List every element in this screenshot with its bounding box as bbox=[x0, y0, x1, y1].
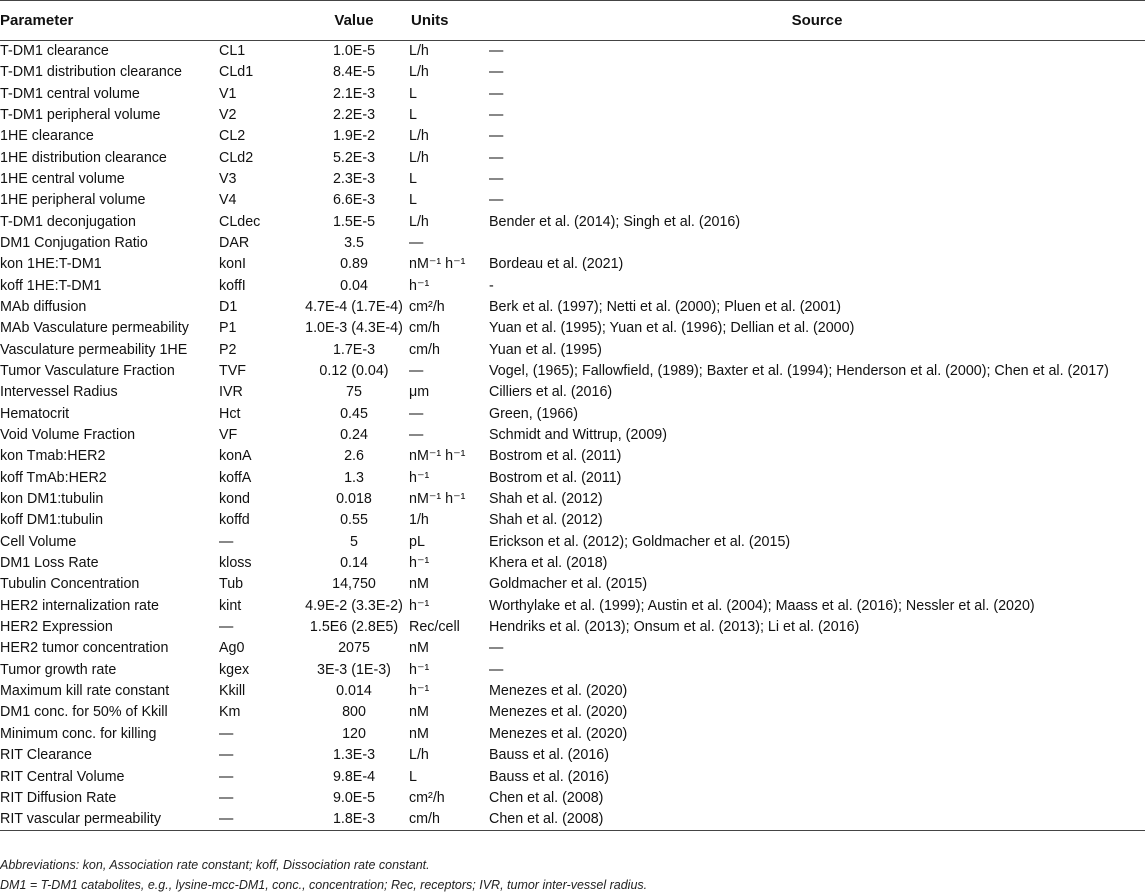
cell-parameter: koff TmAb:HER2 bbox=[0, 469, 107, 486]
cell-value: 0.55 bbox=[340, 512, 368, 529]
cell-source: Erickson et al. (2012); Goldmacher et al. (2015) bbox=[489, 533, 791, 550]
cell-value: 1.8E-3 bbox=[299, 809, 409, 831]
cell-value: 5 bbox=[350, 533, 358, 550]
table-header-row bbox=[0, 1, 1145, 41]
cell-units: cm/h bbox=[409, 320, 440, 337]
cell-value: 4.7E-4 (1.7E-4) bbox=[305, 298, 403, 315]
cell-symbol: — bbox=[219, 533, 234, 550]
cell-symbol: V4 bbox=[219, 192, 237, 209]
cell-value: 3.5 bbox=[344, 234, 364, 251]
cell-symbol: kloss bbox=[219, 555, 252, 572]
cell-parameter: kon Tmab:HER2 bbox=[0, 448, 106, 465]
cell-value: 0.45 bbox=[340, 405, 368, 422]
cell-parameter: HER2 tumor concentration bbox=[0, 640, 169, 657]
cell-parameter: T-DM1 deconjugation bbox=[0, 213, 136, 230]
cell-symbol: V3 bbox=[219, 170, 237, 187]
cell-source: Schmidt and Wittrup, (2009) bbox=[489, 427, 667, 444]
cell-value: 800 bbox=[342, 704, 366, 721]
cell-source: Chen et al. (2008) bbox=[489, 809, 1145, 831]
table-row bbox=[0, 596, 1145, 617]
table-row bbox=[0, 788, 1145, 809]
cell-units: nM bbox=[409, 725, 429, 742]
cell-parameter: DM1 Loss Rate bbox=[0, 555, 99, 572]
cell-value: 2.2E-3 bbox=[332, 106, 376, 123]
cell-units: cm/h bbox=[409, 341, 440, 358]
cell-parameter: Vasculature permeability 1HE bbox=[0, 341, 188, 358]
cell-value: 1.9E-2 bbox=[332, 128, 376, 145]
cell-symbol: — bbox=[219, 768, 234, 785]
cell-units: L/h bbox=[409, 149, 429, 166]
table-row bbox=[0, 468, 1145, 489]
cell-symbol: P1 bbox=[219, 320, 237, 337]
cell-parameter: Tumor Vasculature Fraction bbox=[0, 362, 175, 379]
cell-symbol: konA bbox=[219, 448, 252, 465]
cell-parameter: RIT vascular permeability bbox=[0, 809, 219, 831]
cell-value: 0.24 bbox=[340, 427, 368, 444]
cell-units: cm/h bbox=[409, 809, 489, 831]
cell-symbol: koffA bbox=[219, 469, 252, 486]
cell-parameter: MAb Vasculature permeability bbox=[0, 320, 189, 337]
cell-value: 5.2E-3 bbox=[332, 149, 376, 166]
cell-value: 6.6E-3 bbox=[332, 192, 376, 209]
cell-units: nM bbox=[409, 704, 429, 721]
cell-units: — bbox=[409, 362, 424, 379]
cell-units: — bbox=[409, 405, 424, 422]
cell-source: Berk et al. (1997); Netti et al. (2000); Pluen et al. (2001) bbox=[489, 298, 842, 315]
cell-parameter: DM1 Conjugation Ratio bbox=[0, 234, 148, 251]
cell-symbol: TVF bbox=[219, 362, 247, 379]
table-row bbox=[0, 105, 1145, 126]
table-row bbox=[0, 361, 1145, 382]
cell-symbol: Ag0 bbox=[219, 640, 245, 657]
cell-parameter: DM1 conc. for 50% of Kkill bbox=[0, 704, 168, 721]
cell-parameter: Maximum kill rate constant bbox=[0, 683, 170, 700]
header-parameter: Parameter bbox=[0, 1, 219, 41]
cell-symbol: — bbox=[219, 619, 234, 636]
cell-value: 2.1E-3 bbox=[332, 85, 376, 102]
cell-units: L/h bbox=[409, 747, 429, 764]
cell-source: - bbox=[489, 277, 494, 294]
table-row bbox=[0, 681, 1145, 702]
footnote-abbreviations: Abbreviations: kon, Association rate constant; koff, Dissociation rate constant. bbox=[0, 858, 430, 872]
table-row bbox=[0, 62, 1145, 83]
table-row bbox=[0, 83, 1145, 104]
cell-symbol: CL2 bbox=[219, 128, 246, 145]
cell-units: L bbox=[409, 170, 417, 187]
cell-value: 1.0E-5 bbox=[332, 43, 376, 59]
cell-symbol: — bbox=[219, 789, 234, 806]
cell-source: — bbox=[489, 106, 504, 123]
table-row bbox=[0, 190, 1145, 211]
cell-units: cm²/h bbox=[409, 789, 445, 806]
table-row bbox=[0, 660, 1145, 681]
cell-source: Worthylake et al. (1999); Austin et al. (2004); Maass et al. (2016); Nessler et al. (2020) bbox=[489, 597, 1035, 614]
cell-source: — bbox=[489, 661, 504, 678]
table-row bbox=[0, 745, 1145, 766]
table-row bbox=[0, 809, 1145, 831]
cell-source: Hendriks et al. (2013); Onsum et al. (2013); Li et al. (2016) bbox=[489, 619, 860, 636]
cell-units: L bbox=[409, 192, 417, 209]
cell-units: L/h bbox=[409, 128, 429, 145]
cell-source: Goldmacher et al. (2015) bbox=[489, 576, 648, 593]
cell-value: 14,750 bbox=[332, 576, 376, 593]
cell-value: 0.014 bbox=[336, 683, 372, 700]
cell-parameter: RIT Central Volume bbox=[0, 768, 125, 785]
cell-value: 0.04 bbox=[340, 277, 368, 294]
table-row bbox=[0, 702, 1145, 723]
table-row bbox=[0, 41, 1145, 63]
cell-value: 2.3E-3 bbox=[332, 170, 376, 187]
cell-parameter: Tubulin Concentration bbox=[0, 576, 140, 593]
cell-units: L bbox=[409, 768, 417, 785]
table-row bbox=[0, 617, 1145, 638]
cell-parameter: T-DM1 peripheral volume bbox=[0, 106, 161, 123]
header-value: Value bbox=[299, 1, 409, 41]
cell-units: — bbox=[409, 234, 424, 251]
cell-units: μm bbox=[409, 384, 430, 401]
cell-units: h⁻¹ bbox=[409, 469, 430, 486]
cell-value: 1.5E6 (2.8E5) bbox=[309, 619, 399, 636]
cell-source bbox=[489, 233, 1145, 254]
cell-parameter: 1HE clearance bbox=[0, 128, 94, 145]
cell-source: Menezes et al. (2020) bbox=[489, 725, 628, 742]
cell-source: — bbox=[489, 640, 504, 657]
cell-value: 9.8E-4 bbox=[332, 768, 376, 785]
cell-symbol: CL1 bbox=[219, 43, 246, 59]
cell-value: 0.018 bbox=[336, 491, 372, 508]
cell-source: Bender et al. (2014); Singh et al. (2016) bbox=[489, 213, 741, 230]
cell-symbol: kgex bbox=[219, 661, 250, 678]
cell-units: — bbox=[409, 427, 424, 444]
cell-value: 1.3 bbox=[344, 469, 364, 486]
cell-value: 1.7E-3 bbox=[332, 341, 376, 358]
cell-source: — bbox=[489, 85, 504, 102]
cell-source: — bbox=[489, 192, 504, 209]
cell-symbol: Kkill bbox=[219, 683, 246, 700]
cell-units: nM⁻¹ h⁻¹ bbox=[409, 256, 466, 273]
cell-source: — bbox=[489, 64, 504, 81]
cell-source: Menezes et al. (2020) bbox=[489, 683, 628, 700]
cell-source: Shah et al. (2012) bbox=[489, 512, 603, 529]
table-row bbox=[0, 724, 1145, 745]
cell-parameter: Minimum conc. for killing bbox=[0, 725, 157, 742]
header-units: Units bbox=[409, 1, 489, 41]
cell-source: Bostrom et al. (2011) bbox=[489, 448, 622, 465]
cell-value: 4.9E-2 (3.3E-2) bbox=[305, 597, 403, 614]
table-row bbox=[0, 233, 1145, 254]
cell-source: — bbox=[489, 149, 504, 166]
cell-symbol: CLdec bbox=[219, 213, 261, 230]
cell-symbol: Hct bbox=[219, 405, 241, 422]
cell-units: nM bbox=[409, 576, 429, 593]
cell-symbol: VF bbox=[219, 427, 238, 444]
table-row bbox=[0, 425, 1145, 446]
cell-units: nM bbox=[409, 640, 429, 657]
cell-symbol: koffI bbox=[219, 277, 246, 294]
cell-symbol: kint bbox=[219, 597, 242, 614]
cell-units: cm²/h bbox=[409, 298, 445, 315]
cell-symbol: D1 bbox=[219, 298, 238, 315]
table-row bbox=[0, 275, 1145, 296]
cell-value: 75 bbox=[346, 384, 362, 401]
cell-units: pL bbox=[409, 533, 425, 550]
cell-source: Shah et al. (2012) bbox=[489, 491, 603, 508]
table-row bbox=[0, 382, 1145, 403]
cell-source: Bauss et al. (2016) bbox=[489, 768, 610, 785]
cell-source: Cilliers et al. (2016) bbox=[489, 384, 613, 401]
cell-source: Chen et al. (2008) bbox=[489, 789, 604, 806]
cell-units: L/h bbox=[409, 213, 429, 230]
cell-value: 2.6 bbox=[344, 448, 364, 465]
cell-value: 0.14 bbox=[340, 555, 368, 572]
cell-parameter: Cell Volume bbox=[0, 533, 77, 550]
cell-symbol: Tub bbox=[219, 576, 244, 593]
cell-source: Green, (1966) bbox=[489, 405, 579, 422]
cell-parameter: Intervessel Radius bbox=[0, 384, 118, 401]
cell-value: 0.12 (0.04) bbox=[319, 362, 389, 379]
cell-parameter: T-DM1 clearance bbox=[0, 43, 109, 59]
cell-symbol: IVR bbox=[219, 384, 243, 401]
cell-symbol: CLd1 bbox=[219, 64, 254, 81]
cell-units: h⁻¹ bbox=[409, 683, 430, 700]
cell-value: 8.4E-5 bbox=[332, 64, 376, 81]
table-row bbox=[0, 169, 1145, 190]
cell-units: nM⁻¹ h⁻¹ bbox=[409, 448, 466, 465]
cell-parameter: T-DM1 central volume bbox=[0, 85, 140, 102]
cell-parameter: Tumor growth rate bbox=[0, 661, 117, 678]
cell-symbol: Km bbox=[219, 704, 241, 721]
cell-symbol: V1 bbox=[219, 85, 237, 102]
cell-parameter: Void Volume Fraction bbox=[0, 427, 136, 444]
cell-units: L bbox=[409, 85, 417, 102]
cell-parameter: T-DM1 distribution clearance bbox=[0, 64, 182, 81]
cell-source: Yuan et al. (1995) bbox=[489, 341, 602, 358]
cell-source: Bostrom et al. (2011) bbox=[489, 469, 622, 486]
cell-units: nM⁻¹ h⁻¹ bbox=[409, 491, 466, 508]
table-row bbox=[0, 254, 1145, 275]
header-source: Source bbox=[489, 1, 1145, 41]
table-row bbox=[0, 297, 1145, 318]
cell-source: Bauss et al. (2016) bbox=[489, 747, 610, 764]
table-row bbox=[0, 211, 1145, 232]
header-symbol bbox=[219, 1, 299, 41]
cell-symbol: DAR bbox=[219, 234, 250, 251]
cell-parameter: RIT Diffusion Rate bbox=[0, 789, 117, 806]
cell-parameter: MAb diffusion bbox=[0, 298, 87, 315]
cell-units: h⁻¹ bbox=[409, 277, 430, 294]
cell-units: h⁻¹ bbox=[409, 555, 430, 572]
cell-source: Bordeau et al. (2021) bbox=[489, 256, 624, 273]
cell-units: Rec/cell bbox=[409, 619, 460, 636]
cell-value: 2075 bbox=[338, 640, 370, 657]
cell-units: h⁻¹ bbox=[409, 661, 430, 678]
table-row bbox=[0, 404, 1145, 425]
cell-value: 3E-3 (1E-3) bbox=[317, 661, 391, 678]
cell-symbol: V2 bbox=[219, 106, 237, 123]
cell-parameter: RIT Clearance bbox=[0, 747, 92, 764]
cell-parameter: koff 1HE:T-DM1 bbox=[0, 277, 102, 294]
cell-units: 1/h bbox=[409, 512, 429, 529]
cell-parameter: kon 1HE:T-DM1 bbox=[0, 256, 102, 273]
cell-symbol: kond bbox=[219, 491, 251, 508]
table-row bbox=[0, 339, 1145, 360]
cell-value: 0.89 bbox=[340, 256, 368, 273]
table-row bbox=[0, 574, 1145, 595]
table-row bbox=[0, 553, 1145, 574]
cell-parameter: 1HE peripheral volume bbox=[0, 192, 146, 209]
table-row bbox=[0, 147, 1145, 168]
cell-symbol: konI bbox=[219, 256, 247, 273]
cell-value: 1.0E-3 (4.3E-4) bbox=[305, 320, 403, 337]
table-row bbox=[0, 318, 1145, 339]
cell-units: L/h bbox=[409, 43, 429, 59]
cell-units: h⁻¹ bbox=[409, 597, 430, 614]
table-row bbox=[0, 446, 1145, 467]
cell-symbol: P2 bbox=[219, 341, 237, 358]
cell-symbol: — bbox=[219, 809, 299, 831]
cell-parameter: HER2 Expression bbox=[0, 619, 113, 636]
footnote-definitions: DM1 = T-DM1 catabolites, e.g., lysine-mcc-DM1, conc., concentration; Rec, receptors; IVR, tumor inter-vessel radius. bbox=[0, 878, 648, 892]
cell-value: 1.5E-5 bbox=[332, 213, 376, 230]
table-row bbox=[0, 510, 1145, 531]
cell-symbol: koffd bbox=[219, 512, 250, 529]
cell-parameter: Hematocrit bbox=[0, 405, 70, 422]
cell-source: — bbox=[489, 170, 504, 187]
cell-value: 9.0E-5 bbox=[332, 789, 376, 806]
cell-symbol: — bbox=[219, 747, 234, 764]
cell-source: — bbox=[489, 43, 504, 59]
cell-units: L/h bbox=[409, 64, 429, 81]
cell-parameter: koff DM1:tubulin bbox=[0, 512, 104, 529]
cell-parameter: kon DM1:tubulin bbox=[0, 491, 104, 508]
table-body bbox=[0, 41, 1145, 831]
table-row bbox=[0, 489, 1145, 510]
cell-parameter: 1HE central volume bbox=[0, 170, 125, 187]
cell-value: 1.3E-3 bbox=[332, 747, 376, 764]
cell-units: L bbox=[409, 106, 417, 123]
cell-value: 120 bbox=[342, 725, 366, 742]
cell-source: Yuan et al. (1995); Yuan et al. (1996); Dellian et al. (2000) bbox=[489, 320, 855, 337]
table-row bbox=[0, 126, 1145, 147]
cell-source: Vogel, (1965); Fallowfield, (1989); Baxter et al. (1994); Henderson et al. (2000); Chen et al. (2017) bbox=[489, 362, 1109, 379]
cell-source: Khera et al. (2018) bbox=[489, 555, 608, 572]
cell-parameter: HER2 internalization rate bbox=[0, 597, 159, 614]
cell-symbol: CLd2 bbox=[219, 149, 254, 166]
table-row bbox=[0, 532, 1145, 553]
cell-source: — bbox=[489, 128, 504, 145]
cell-source: Menezes et al. (2020) bbox=[489, 704, 628, 721]
table-row bbox=[0, 638, 1145, 659]
cell-parameter: 1HE distribution clearance bbox=[0, 149, 167, 166]
table-row bbox=[0, 766, 1145, 787]
cell-symbol: — bbox=[219, 725, 234, 742]
